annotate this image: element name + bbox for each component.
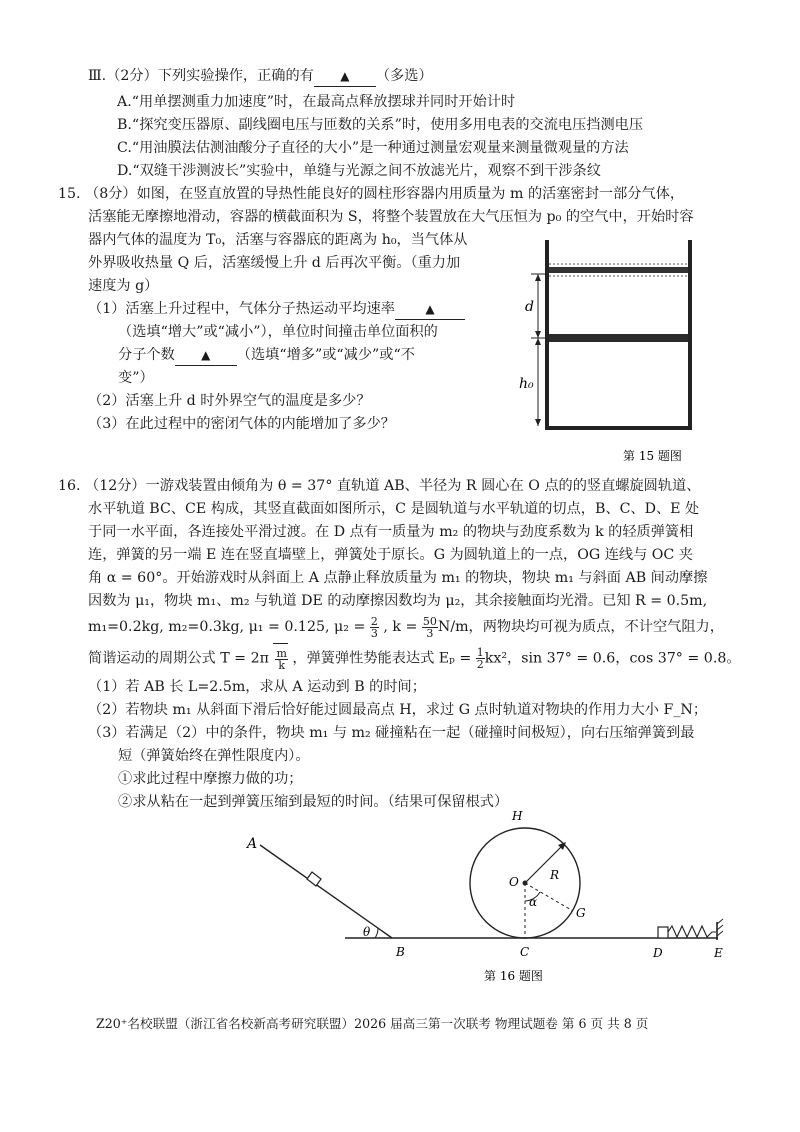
- label-b: B: [396, 945, 405, 959]
- q16-line-6: 因数为 μ₁，物块 m₁、m₂ 与轨道 DE 的动摩擦因数均为 μ₂，其余接触面均光滑。已知 R = 0.5m,: [88, 593, 708, 609]
- container-right-wall: [688, 240, 692, 430]
- container-bottom: [545, 426, 692, 430]
- q15-blank-2[interactable]: ▲: [175, 345, 237, 366]
- q16-line-5: 角 α = 60°。开始游戏时从斜面上 A 点静止释放质量为 m₁ 的物块，物块 m₁ 与斜面 AB 间动摩擦: [88, 570, 708, 586]
- q15-line-4: 外界吸收热量 Q 后，活塞缓慢上升 d 后再次平衡。（重力加: [88, 255, 461, 271]
- q16-sub3-d: ②求从粘在一起到弹簧压缩到最短的时间。（结果可保留根式）: [118, 794, 509, 810]
- q3-option-d: D.“双缝干涉测波长”实验中，单缝与光源之间不放滤光片，观察不到干涉条纹: [117, 163, 601, 179]
- label-a: A: [247, 836, 258, 852]
- label-r: R: [550, 868, 560, 882]
- q3-option-c: C.“用油膜法估测油酸分子直径的大小”是一种通过测量宏观量来测量微观量的方法: [117, 140, 629, 156]
- q15-line-5: 速度为 g）: [88, 278, 159, 294]
- q16-line-7: m₁=0.2kg, m₂=0.3kg, μ₁ = 0.125, μ₂ = $\frac{2}{3}$ , k = $\frac{50}{3}$ N/m，两物块均可视为质点，不计空气阻力，: [88, 614, 724, 640]
- label-h: H: [512, 809, 523, 823]
- spring: [668, 926, 716, 937]
- q3-option-b: B.“探究变压器原、副线圈电压与匝数的关系”时，使用多用电表的交流电压挡测电压: [117, 117, 644, 133]
- q15-line-2: 活塞能无摩擦地滑动，容器的横截面积为 S，将整个装置放在大气压恒为 p₀ 的空气中，开始时容: [88, 209, 694, 225]
- q3-answer-blank[interactable]: ▲: [314, 66, 376, 87]
- label-d: D: [653, 946, 663, 960]
- q15-sub1-c: 分子个数 ▲ （选填“增多”或“减少”或“不: [118, 345, 415, 366]
- wall-hatch-2: [717, 925, 723, 930]
- label-c: C: [520, 945, 530, 959]
- q15-blank-1[interactable]: ▲: [395, 299, 465, 320]
- q16-line-2: 水平轨道 BC、CE 构成，其竖直截面如图所示，C 是圆轨道与水平轨道的切点，B、C、D、E 处: [88, 501, 700, 517]
- theta-arc: [375, 928, 378, 938]
- label-g: G: [576, 906, 586, 920]
- q3-stem: Ⅲ.（2分）下列实验操作，正确的有 ▲ （多选）: [88, 66, 433, 87]
- q15-figure: [505, 228, 715, 473]
- q3-option-a: A.“用单摆测重力加速度”时，在最高点释放摆球并同时开始计时: [117, 94, 516, 110]
- q16-sub3-a: （3）若满足（2）中的条件，物块 m₁ 与 m₂ 碰撞粘在一起（碰撞时间极短），向右压缩弹簧到最: [88, 725, 695, 741]
- wall-hatch-3: [717, 931, 723, 936]
- q16-sub1: （1）若 AB 长 L=2.5m，求从 A 运动到 B 的时间；: [88, 679, 426, 695]
- q15-sub1-a: （1）活塞上升过程中，气体分子热运动平均速率 ▲: [88, 299, 465, 320]
- fraction-half: $\frac{1}{2}$: [476, 646, 484, 671]
- label-e: E: [714, 946, 723, 960]
- q16-line-3: 于同一水平面，各连接处平滑过渡。在 D 点有一质量为 m₂ 的物块与劲度系数为 k 的轻质弹簧相: [88, 524, 694, 540]
- q15-line-3: 器内气体的温度为 T₀，活塞与容器底的距离为 h₀，当气体从: [88, 232, 468, 248]
- q16-figure: [230, 800, 740, 995]
- q16-sub3-b: 短（弹簧始终在弹性限度内）。: [118, 748, 310, 764]
- q16-line-1: （12分）一游戏装置由倾角为 θ = 37° 直轨道 AB、半径为 R 圆心在 O 点的的竖直螺旋圆轨道、: [85, 478, 701, 494]
- arrow-h0-down: [535, 419, 541, 426]
- incline-ab: [260, 845, 392, 938]
- arrow-d-up: [535, 274, 541, 281]
- label-theta: θ: [363, 925, 371, 939]
- label-alpha: α: [529, 895, 538, 909]
- q16-line-8: 简谐运动的周期公式 T = 2π $\frac{m}{k}$ ，弹簧弹性势能表达式 Eₚ = $\frac{1}{2}$ kx²，sin 37° = 0.6，cos 37° = 0.8。: [88, 643, 741, 674]
- page-footer: Z20⁺名校联盟（浙江省名校新高考研究联盟）2026 届高三第一次联考 物理试题卷 第 6 页 共 8 页: [96, 1016, 649, 1031]
- q15-line-1: （8分）如图，在竖直放置的导热性能良好的圆柱形容器内用质量为 m 的活塞密封一部分气体，: [85, 186, 685, 202]
- q15-number: 15.: [58, 186, 81, 202]
- q15-sub1-d: 变”）: [118, 370, 154, 386]
- wall-hatch-1: [717, 919, 723, 924]
- q15-sub1-b: （选填“增大”或“减小”），单位时间撞击单位面积的: [118, 324, 438, 340]
- label-o: O: [509, 875, 519, 889]
- q16-figure-caption: 第 16 题图: [484, 969, 543, 983]
- piston-initial: [549, 334, 688, 342]
- sqrt-m-over-k: $\frac{m}{k}$: [273, 643, 287, 674]
- arrow-d-down: [535, 331, 541, 338]
- block-m2: [658, 927, 668, 938]
- label-h0: h₀: [519, 376, 534, 392]
- fraction-mu2: $\frac{2}{3}$: [370, 614, 378, 640]
- q15-figure-caption: 第 15 题图: [623, 449, 682, 463]
- label-d: d: [525, 299, 534, 315]
- piston-final: [549, 267, 688, 273]
- block-m1: [307, 872, 321, 886]
- q16-sub2: （2）若物块 m₁ 从斜面下滑后恰好能过圆最高点 H，求过 G 点时轨道对物块的作用力大小 F_N；: [88, 702, 708, 718]
- q16-number: 16.: [58, 478, 81, 494]
- q15-sub2: （2）活塞上升 d 时外界空气的温度是多少？: [88, 393, 371, 409]
- q16-sub3-c: ①求此过程中摩擦力做的功；: [118, 771, 303, 787]
- q16-line-4: 连，弹簧的另一端 E 连在竖直墙壁上，弹簧处于原长。G 为圆轨道上的一点，OG 连线与 OC 夹: [88, 547, 693, 563]
- arrow-h0-up: [535, 338, 541, 345]
- q15-sub3: （3）在此过程中的密闭气体的内能增加了多少？: [88, 416, 395, 432]
- fraction-k: $\frac{50}{3}$: [422, 614, 437, 640]
- container-left-wall: [545, 240, 549, 430]
